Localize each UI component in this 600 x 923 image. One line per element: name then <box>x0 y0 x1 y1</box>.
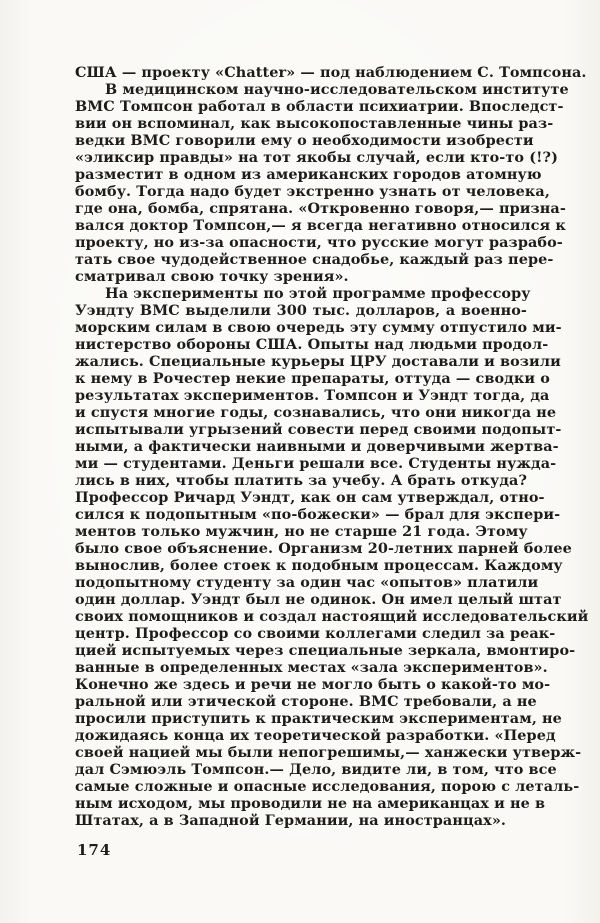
text-line: Профессор Ричард Уэндт, как он сам утверждал, отно- <box>75 489 545 506</box>
text-line: ванные в определенных местах «зала экспериментов». <box>75 659 548 676</box>
text-line: Штатах, а в Западной Германии, на иностранцах». <box>75 812 507 829</box>
text-line: ми — студентами. Деньги решали все. Студенты нужда- <box>75 455 557 472</box>
text-line: морским силам в свою очередь эту сумму отпустило ми- <box>75 319 562 336</box>
text-line: центр. Профессор со своими коллегами следил за реак- <box>75 625 556 642</box>
text-line: самые сложные и опасные исследования, порою с леталь- <box>75 778 580 795</box>
text-line: сматривал свою точку зрения». <box>75 268 349 285</box>
text-line: «эликсир правды» на тот якобы случай, если кто-то (!?) <box>75 149 558 166</box>
text-line: просили приступить к практическим экспериментам, не <box>75 710 562 727</box>
text-line: ным исходом, мы проводили не на американцах и не в <box>75 795 546 812</box>
text-line: подопытному студенту за один час «опытов» платили <box>75 574 539 591</box>
text-line: один доллар. Уэндт был не одинок. Он имел целый штат <box>75 591 562 608</box>
text-line: где она, бомба, спрятана. «Откровенно говоря,— призна- <box>75 200 566 217</box>
text-line: дожидаясь конца их теоретической разработки. «Перед <box>75 727 556 744</box>
text-line: результатах экспериментов. Томпсон и Уэндт тогда, да <box>75 387 550 404</box>
text-block <box>75 64 589 829</box>
text-line: ВМС Томпсон работал в области психиатрии. Впоследст- <box>75 98 564 115</box>
text-line: тать свое чудодейственное снадобье, каждый раз пере- <box>75 251 554 268</box>
text-line: своих помощников и создал настоящий исследовательский <box>75 608 589 625</box>
text-line: сился к подопытным «по-божески» — брал для экспери- <box>75 506 561 523</box>
text-line: Уэндту ВМС выделили 300 тыс. долларов, а военно- <box>75 302 527 319</box>
text-line: вии он вспоминал, как высокопоставленные чины раз- <box>75 115 554 132</box>
text-line: вынослив, более стоек к подобным процессам. Каждому <box>75 557 563 574</box>
text-line: ментов только мужчин, но не старше 21 года. Этому <box>75 523 528 540</box>
text-line: ведки ВМС говорили ему о необходимости изобрести <box>75 132 534 149</box>
text-line: США — проекту «Chatter» — под наблюдением С. Томпсона. <box>75 64 587 81</box>
text-line: проекту, но из-за опасности, что русские могут разрабо- <box>75 234 563 251</box>
page-number: 174 <box>77 841 112 859</box>
text-line: к нему в Рочестер некие препараты, оттуда — сводки о <box>75 370 550 387</box>
text-line: жались. Специальные курьеры ЦРУ доставали и возили <box>75 353 561 370</box>
text-line: лись в них, чтобы платить за учебу. А брать откуда? <box>75 472 527 489</box>
text-line: цией испытуемых через специальные зеркала, вмонтиро- <box>75 642 576 659</box>
text-line: испытывали угрызений совести перед своими подопыт- <box>75 421 562 438</box>
text-line: нистерство обороны США. Опыты над людьми продол- <box>75 336 549 353</box>
text-line: разместит в одном из американских городов атомную <box>75 166 542 183</box>
text-line: В медицинском научно-исследовательском институте <box>105 81 569 98</box>
text-line: было свое объяснение. Организм 20-летних парней более <box>75 540 572 557</box>
text-line: ральной или этической стороне. ВМС требовали, а не <box>75 693 537 710</box>
text-line: вался доктор Томпсон,— я всегда негативно относился к <box>75 217 566 234</box>
text-line: своей нацией мы были непогрешимы,— ханжески утверж- <box>75 744 582 761</box>
text-line: бомбу. Тогда надо будет экстренно узнать от человека, <box>75 183 550 200</box>
text-line: Конечно же здесь и речи не могло быть о какой-то мо- <box>75 676 551 693</box>
text-line: ными, а фактически наивными и доверчивыми жертва- <box>75 438 559 455</box>
text-line: дал Сэмюэль Томпсон.— Дело, видите ли, в том, что все <box>75 761 557 778</box>
text-line: На эксперименты по этой программе профессору <box>105 285 531 302</box>
text-line: и спустя многие годы, сознавались, что они никогда не <box>75 404 557 421</box>
